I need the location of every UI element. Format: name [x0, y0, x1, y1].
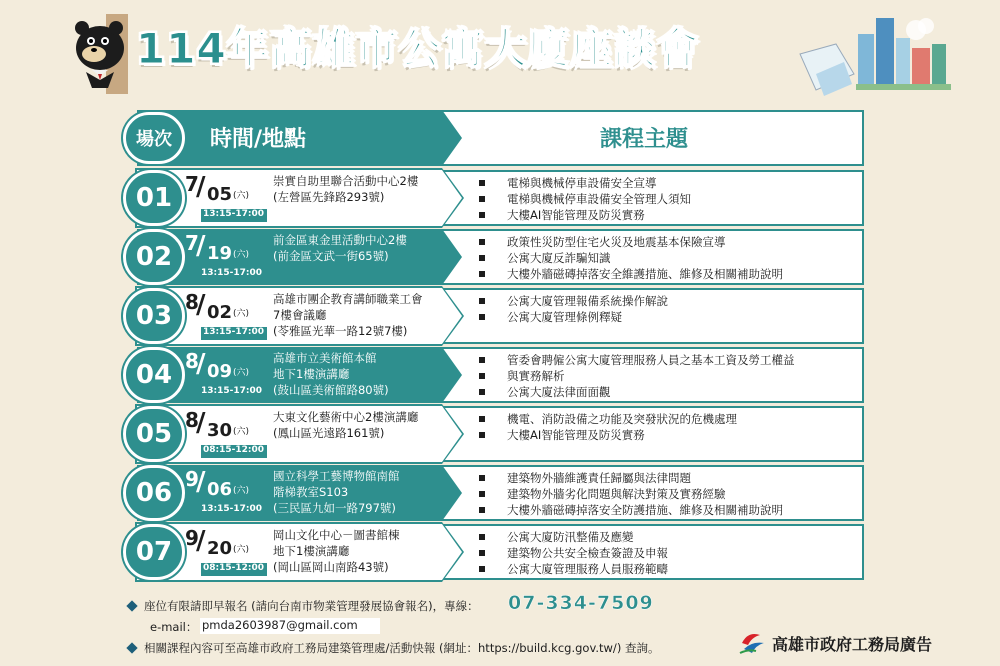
venue-line: 大東文化藝術中心2樓演講廳 [273, 410, 419, 424]
info-url[interactable]: https://build.kcg.gov.tw/ [478, 641, 617, 655]
date-day: 09 [207, 361, 233, 382]
hotline-number: 07-334-7509 [508, 592, 654, 614]
topic-item: 公寓大廈管理服務人員服務範疇 [473, 561, 858, 577]
session-row [123, 288, 864, 344]
session-time: 08:15-12:00 [201, 445, 267, 458]
topic-item: 公寓大廈管理條例釋疑 [473, 309, 858, 325]
date-slash: / [196, 349, 206, 379]
topic-item: 大樓AI智能管理及防災實務 [473, 427, 858, 443]
session-date [185, 231, 265, 265]
session-number: 07 [123, 524, 185, 580]
signup-text: 座位有限請即早報名 (請向台南市物業管理發展協會報名)，專線： [144, 599, 479, 613]
date-month: 8 [185, 408, 199, 432]
topic-item: 建築物公共安全檢查簽證及申報 [473, 545, 858, 561]
session-venue [273, 468, 458, 520]
topic-item: 公寓大廈反詐騙知識 [473, 250, 858, 266]
session-number: 04 [123, 347, 185, 403]
session-number: 05 [123, 406, 185, 462]
session-venue [273, 173, 458, 225]
venue-line: 高雄市立美術館本館 [273, 351, 377, 365]
info-text: 相關課程內容可至高雄市政府工務局建築管理處/活動快報 (網址： [144, 641, 479, 655]
session-row [123, 465, 864, 521]
venue-line: (三民區九如一路797號) [273, 501, 396, 515]
topic-item: 公寓大廈法律面面觀 [473, 384, 858, 400]
venue-line: 崇實自助里聯合活動中心2樓 [273, 174, 419, 188]
topic-item: 建築物外牆劣化問題與解決對策及實務經驗 [473, 486, 858, 502]
topic-item: 大樓外牆磁磚掉落安全防護措施、維修及相關補助說明 [473, 502, 858, 518]
topic-list [473, 352, 858, 400]
session-row [123, 347, 864, 403]
date-day: 30 [207, 420, 233, 441]
date-weekday: (六) [233, 191, 250, 201]
date-day: 19 [207, 243, 233, 264]
session-number: 01 [123, 170, 185, 226]
topic-list [473, 175, 858, 223]
diamond-bullet-icon [126, 642, 137, 653]
date-slash: / [196, 408, 206, 438]
signup-note [128, 598, 479, 614]
date-slash: / [196, 231, 206, 261]
session-time: 08:15-12:00 [201, 563, 267, 576]
venue-line: (苓雅區光華一路12號7樓) [273, 324, 408, 338]
venue-line: (左營區先鋒路293號) [273, 190, 385, 204]
topic-item: 機電、消防設備之功能及突發狀況的危機處理 [473, 411, 858, 427]
venue-line: (前金區文武一街65號) [273, 249, 389, 263]
venue-line: 岡山文化中心－圖書館棟 [273, 528, 400, 542]
email-address[interactable]: pmda2603987@gmail.com [200, 618, 380, 634]
date-slash: / [196, 290, 206, 320]
session-date [185, 290, 265, 324]
session-venue [273, 291, 458, 343]
topic-item: 大樓AI智能管理及防災實務 [473, 207, 858, 223]
session-date [185, 467, 265, 501]
topic-item: 管委會聘僱公寓大廈管理服務人員之基本工資及勞工權益 [473, 352, 858, 368]
date-weekday: (六) [233, 486, 250, 496]
date-weekday: (六) [233, 545, 250, 555]
venue-line: 階梯教室S103 [273, 485, 349, 499]
date-month: 9 [185, 467, 199, 491]
session-date [185, 172, 265, 206]
session-venue [273, 350, 458, 402]
date-weekday: (六) [233, 368, 250, 378]
date-month: 7 [185, 231, 199, 255]
session-time: 13:15-17:00 [201, 327, 267, 340]
topic-list [473, 293, 858, 341]
session-date [185, 349, 265, 383]
session-number: 03 [123, 288, 185, 344]
session-time: 13:15-17:00 [201, 209, 267, 222]
email-label: e-mail： [150, 620, 198, 634]
topic-list [473, 234, 858, 282]
page-title: 114年高雄市公寓大廈座談會 [136, 24, 700, 73]
date-month: 7 [185, 172, 199, 196]
session-number: 02 [123, 229, 185, 285]
topic-header: 課程主題 [600, 127, 689, 152]
session-header-badge: 場次 [123, 112, 185, 164]
date-day: 02 [207, 302, 233, 323]
city-buildings-icon [796, 4, 956, 104]
session-venue [273, 232, 458, 284]
topic-item: 電梯與機械停車設備安全宣導 [473, 175, 858, 191]
venue-line: 前金區東金里活動中心2樓 [273, 233, 407, 247]
date-weekday: (六) [233, 309, 250, 319]
topic-item: 公寓大廈防汛整備及應變 [473, 529, 858, 545]
info-note [128, 640, 659, 656]
venue-line: (岡山區岡山南路43號) [273, 560, 389, 574]
topic-list [473, 470, 858, 518]
session-row [123, 524, 864, 580]
venue-line: 地下1樓演講廳 [273, 544, 350, 558]
date-slash: / [196, 467, 206, 497]
session-date [185, 408, 265, 442]
date-day: 20 [207, 538, 233, 559]
time-place-header: 時間/地點 [210, 127, 307, 152]
topic-item: 政策性災防型住宅火災及地震基本保險宣導 [473, 234, 858, 250]
date-month: 8 [185, 290, 199, 314]
session-venue [273, 527, 458, 579]
session-number: 06 [123, 465, 185, 521]
bear-mascot-icon [72, 14, 132, 94]
session-row [123, 229, 864, 285]
venue-line: 7樓會議廳 [273, 308, 327, 322]
date-slash: / [196, 172, 206, 202]
date-weekday: (六) [233, 250, 250, 260]
venue-line: (鼓山區美術館路80號) [273, 383, 389, 397]
topic-item: 建築物外牆維護責任歸屬與法律問題 [473, 470, 858, 486]
date-weekday: (六) [233, 427, 250, 437]
topic-list [473, 411, 858, 459]
topic-item: 公寓大廈管理報備系統操作解說 [473, 293, 858, 309]
bureau-logo-icon [738, 627, 768, 657]
venue-line: (鳳山區光遠路161號) [273, 426, 385, 440]
date-day: 05 [207, 184, 233, 205]
topic-item: 大樓外牆磁磚掉落安全維護措施、維修及相關補助說明 [473, 266, 858, 282]
date-slash: / [196, 526, 206, 556]
session-time: 13:15-17:00 [201, 386, 263, 396]
venue-line: 國立科學工藝博物館南館 [273, 469, 400, 483]
topic-item: 與實務解析 [473, 368, 858, 384]
venue-line: 高雄市團企教育講師職業工會 [273, 292, 423, 306]
session-date [185, 526, 265, 560]
session-row [123, 170, 864, 226]
diamond-bullet-icon [126, 600, 137, 611]
session-time: 13:15-17:00 [201, 268, 263, 278]
session-row [123, 406, 864, 462]
venue-line: 地下1樓演講廳 [273, 367, 350, 381]
topic-list [473, 529, 858, 577]
info-suffix: ) 查詢。 [616, 641, 660, 655]
bureau-name: 高雄市政府工務局廣告 [772, 635, 933, 654]
date-day: 06 [207, 479, 233, 500]
date-month: 9 [185, 526, 199, 550]
session-time: 13:15-17:00 [201, 504, 263, 514]
session-venue [273, 409, 458, 461]
date-month: 8 [185, 349, 199, 373]
topic-item: 電梯與機械停車設備安全管理人須知 [473, 191, 858, 207]
